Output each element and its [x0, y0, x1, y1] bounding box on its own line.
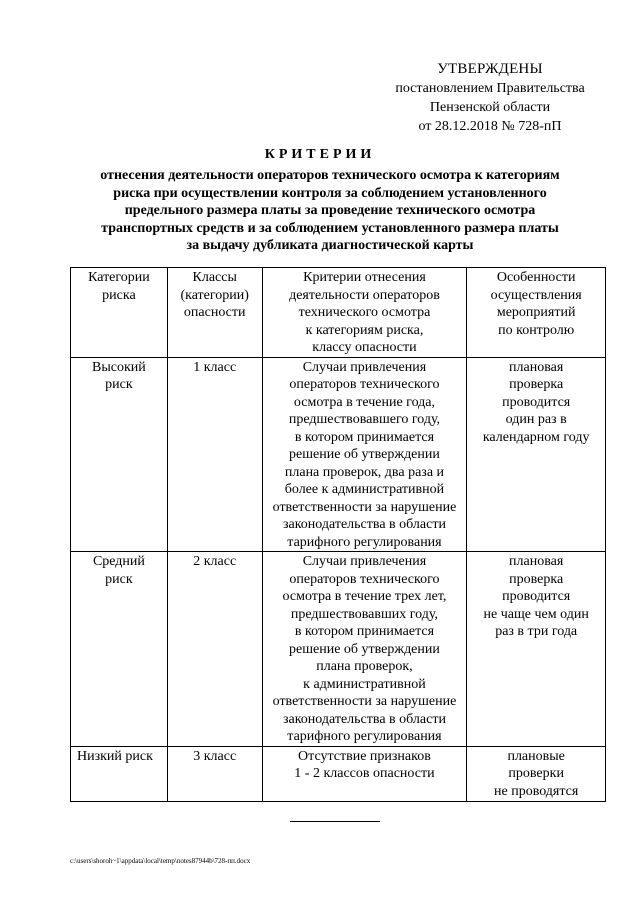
- end-divider: [290, 821, 380, 822]
- subtitle-line: транспортных средств и за соблюдением установленного размера платы: [101, 220, 559, 236]
- header-control-features: Особенности осуществления мероприятий по контролю: [467, 268, 606, 358]
- cell-control-features: плановые проверки не проводятся: [467, 746, 606, 801]
- cell-risk-category: Средний риск: [71, 552, 168, 747]
- table-row: [71, 552, 606, 747]
- subtitle-line: риска при осуществлении контроля за соблюдением установленного: [113, 185, 547, 201]
- risk-criteria-table: [70, 267, 606, 802]
- document-title: КРИТЕРИИ: [264, 147, 376, 162]
- approval-heading: УТВЕРЖДЕНЫ: [437, 61, 543, 77]
- header-hazard-class: Классы (категории) опасности: [167, 268, 262, 358]
- cell-criteria: Случаи привлечения операторов технического осмотра в течение трех лет, предшествовавших году, в котором принимается решение об утверждении плана проверок, к административной ответственности за нарушение законодательства в области тарифного регулирования: [262, 552, 467, 747]
- table-header-row: [71, 268, 606, 358]
- file-path-footer: c:\users\shoroh~1\appdata\local\temp\notes87944b\728-пп.docx: [70, 857, 251, 865]
- header-criteria: Критерии отнесения деятельности операторов технического осмотра к категориям риска, классу опасности: [262, 268, 467, 358]
- approval-block: [360, 60, 620, 136]
- header-risk-category: Категории риска: [71, 268, 168, 358]
- table-row: [71, 746, 606, 801]
- cell-control-features: плановая проверка проводится не чаще чем один раз в три года: [467, 552, 606, 747]
- approval-issuer: постановлением Правительства: [395, 81, 585, 96]
- document-subtitle: [70, 167, 590, 255]
- cell-control-features: плановая проверка проводится один раз в календарном году: [467, 357, 606, 552]
- approval-region: Пензенской области: [429, 100, 551, 115]
- cell-hazard-class: 1 класс: [167, 357, 262, 552]
- cell-risk-category: Низкий риск: [71, 746, 168, 801]
- table-row: [71, 357, 606, 552]
- cell-risk-category: Высокий риск: [71, 357, 168, 552]
- cell-hazard-class: 2 класс: [167, 552, 262, 747]
- approval-date-number: от 28.12.2018 № 728-пП: [418, 119, 562, 134]
- cell-criteria: Отсутствие признаков 1 - 2 классов опасности: [262, 746, 467, 801]
- cell-criteria: Случаи привлечения операторов технического осмотра в течение года, предшествовавшего году, в котором принимается решение об утверждении плана проверок, два раза и более к административной ответственности за нарушение законодательства в области тарифного регулирования: [262, 357, 467, 552]
- subtitle-line: отнесения деятельности операторов технического осмотра к категориям: [100, 168, 560, 183]
- subtitle-line: за выдачу дубликата диагностической карты: [186, 238, 474, 253]
- subtitle-line: предельного размера платы за проведение технического осмотра: [124, 203, 536, 218]
- cell-hazard-class: 3 класс: [167, 746, 262, 801]
